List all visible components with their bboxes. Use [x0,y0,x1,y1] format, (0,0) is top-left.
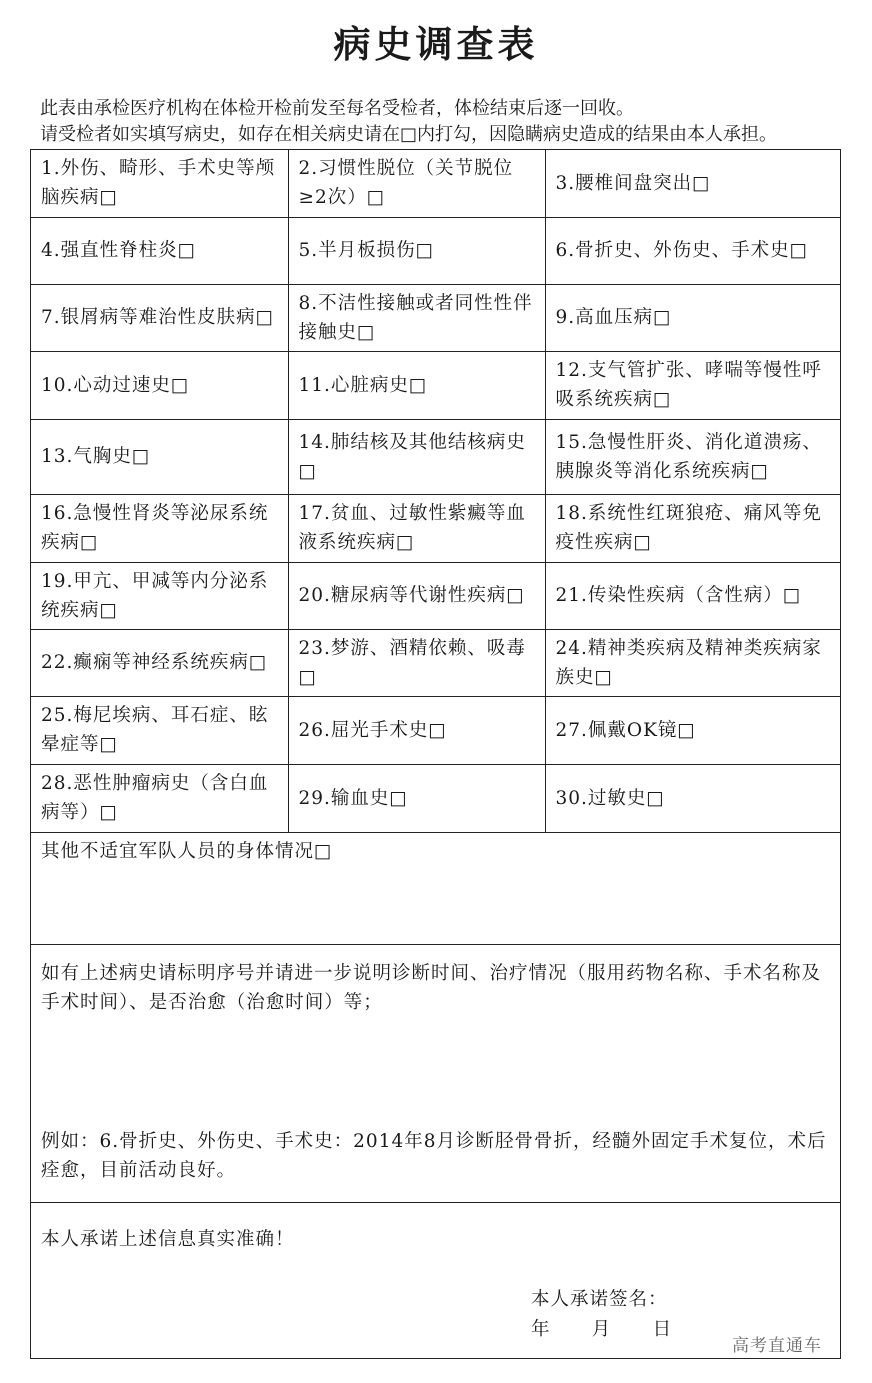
survey-form [30,149,841,1359]
condition-cell[interactable]: 22.癫痫等神经系统疾病□ [31,629,288,696]
condition-cell[interactable]: 4.强直性脊柱炎□ [31,217,288,284]
other-conditions-section[interactable] [31,832,840,944]
condition-cell[interactable]: 8.不洁性接触或者同性性伴接触史□ [288,284,545,351]
date-field[interactable]: 年 月 日 [531,1319,673,1340]
condition-cell[interactable]: 25.梅尼埃病、耳石症、眩晕症等□ [31,696,288,764]
condition-cell[interactable]: 28.恶性肿瘤病史（含白血病等）□ [31,764,288,832]
condition-cell[interactable]: 10.心动过速史□ [31,351,288,419]
condition-cell[interactable]: 19.甲亢、甲减等内分泌系统疾病□ [31,562,288,629]
promise-section [31,1202,840,1358]
condition-cell[interactable]: 17.贫血、过敏性紫癜等血液系统疾病□ [288,494,545,562]
table-row [31,764,840,832]
condition-cell[interactable]: 20.糖尿病等代谢性疾病□ [288,562,545,629]
condition-cell[interactable]: 2.习惯性脱位（关节脱位≥2次）□ [288,150,545,217]
other-conditions-label: 其他不适宜军队人员的身体情况□ [41,841,333,862]
condition-cell[interactable]: 18.系统性红斑狼疮、痛风等免疫性疾病□ [545,494,840,562]
condition-cell[interactable]: 9.高血压病□ [545,284,840,351]
table-row [31,419,840,494]
condition-cell[interactable]: 14.肺结核及其他结核病史□ [288,419,545,494]
signature-field[interactable]: 本人承诺签名： [531,1289,668,1310]
page-title: 病史调查表 [333,22,539,66]
table-row [31,494,840,562]
intro-line-1: 此表由承检医疗机构在体检开检前发至每名受检者，体检结束后逐一回收。 [40,98,634,119]
condition-table [31,150,840,833]
condition-cell[interactable]: 1.外伤、畸形、手术史等颅脑疾病□ [31,150,288,217]
condition-cell[interactable]: 21.传染性疾病（含性病）□ [545,562,840,629]
condition-cell[interactable]: 29.输血史□ [288,764,545,832]
table-row [31,217,840,284]
condition-cell[interactable]: 27.佩戴OK镜□ [545,696,840,764]
condition-cell[interactable]: 26.屈光手术史□ [288,696,545,764]
explain-example: 例如：6.骨折史、外伤史、手术史：2014年8月诊断胫骨骨折，经髓外固定手术复位，术后痊愈，目前活动良好。 [41,1131,827,1181]
explain-instruction: 如有上述病史请标明序号并请进一步说明诊断时间、治疗情况（服用药物名称、手术名称及手术时间）、是否治愈（治愈时间）等； [41,963,822,1013]
table-row [31,351,840,419]
table-row [31,696,840,764]
condition-cell[interactable]: 30.过敏史□ [545,764,840,832]
medical-history-details[interactable] [31,944,840,1202]
table-row [31,562,840,629]
condition-cell[interactable]: 7.银屑病等难治性皮肤病□ [31,284,288,351]
watermark-text: 高考直通车 [732,1336,822,1356]
condition-cell[interactable]: 11.心脏病史□ [288,351,545,419]
condition-cell[interactable]: 24.精神类疾病及精神类疾病家族史□ [545,629,840,696]
table-row [31,629,840,696]
promise-statement: 本人承诺上述信息真实准确！ [41,1229,295,1250]
condition-cell[interactable]: 3.腰椎间盘突出□ [545,150,840,217]
intro-line-2: 请受检者如实填写病史，如存在相关病史请在□内打勾，因隐瞒病史造成的结果由本人承担。 [40,124,778,145]
condition-cell[interactable]: 13.气胸史□ [31,419,288,494]
condition-cell[interactable]: 23.梦游、酒精依赖、吸毒□ [288,629,545,696]
condition-cell[interactable]: 5.半月板损伤□ [288,217,545,284]
condition-cell[interactable]: 15.急慢性肝炎、消化道溃疡、胰腺炎等消化系统疾病□ [545,419,840,494]
table-row [31,284,840,351]
table-row [31,150,840,217]
intro-text [40,96,852,148]
condition-cell[interactable]: 6.骨折史、外伤史、手术史□ [545,217,840,284]
condition-cell[interactable]: 12.支气管扩张、哮喘等慢性呼吸系统疾病□ [545,351,840,419]
condition-cell[interactable]: 16.急慢性肾炎等泌尿系统疾病□ [31,494,288,562]
